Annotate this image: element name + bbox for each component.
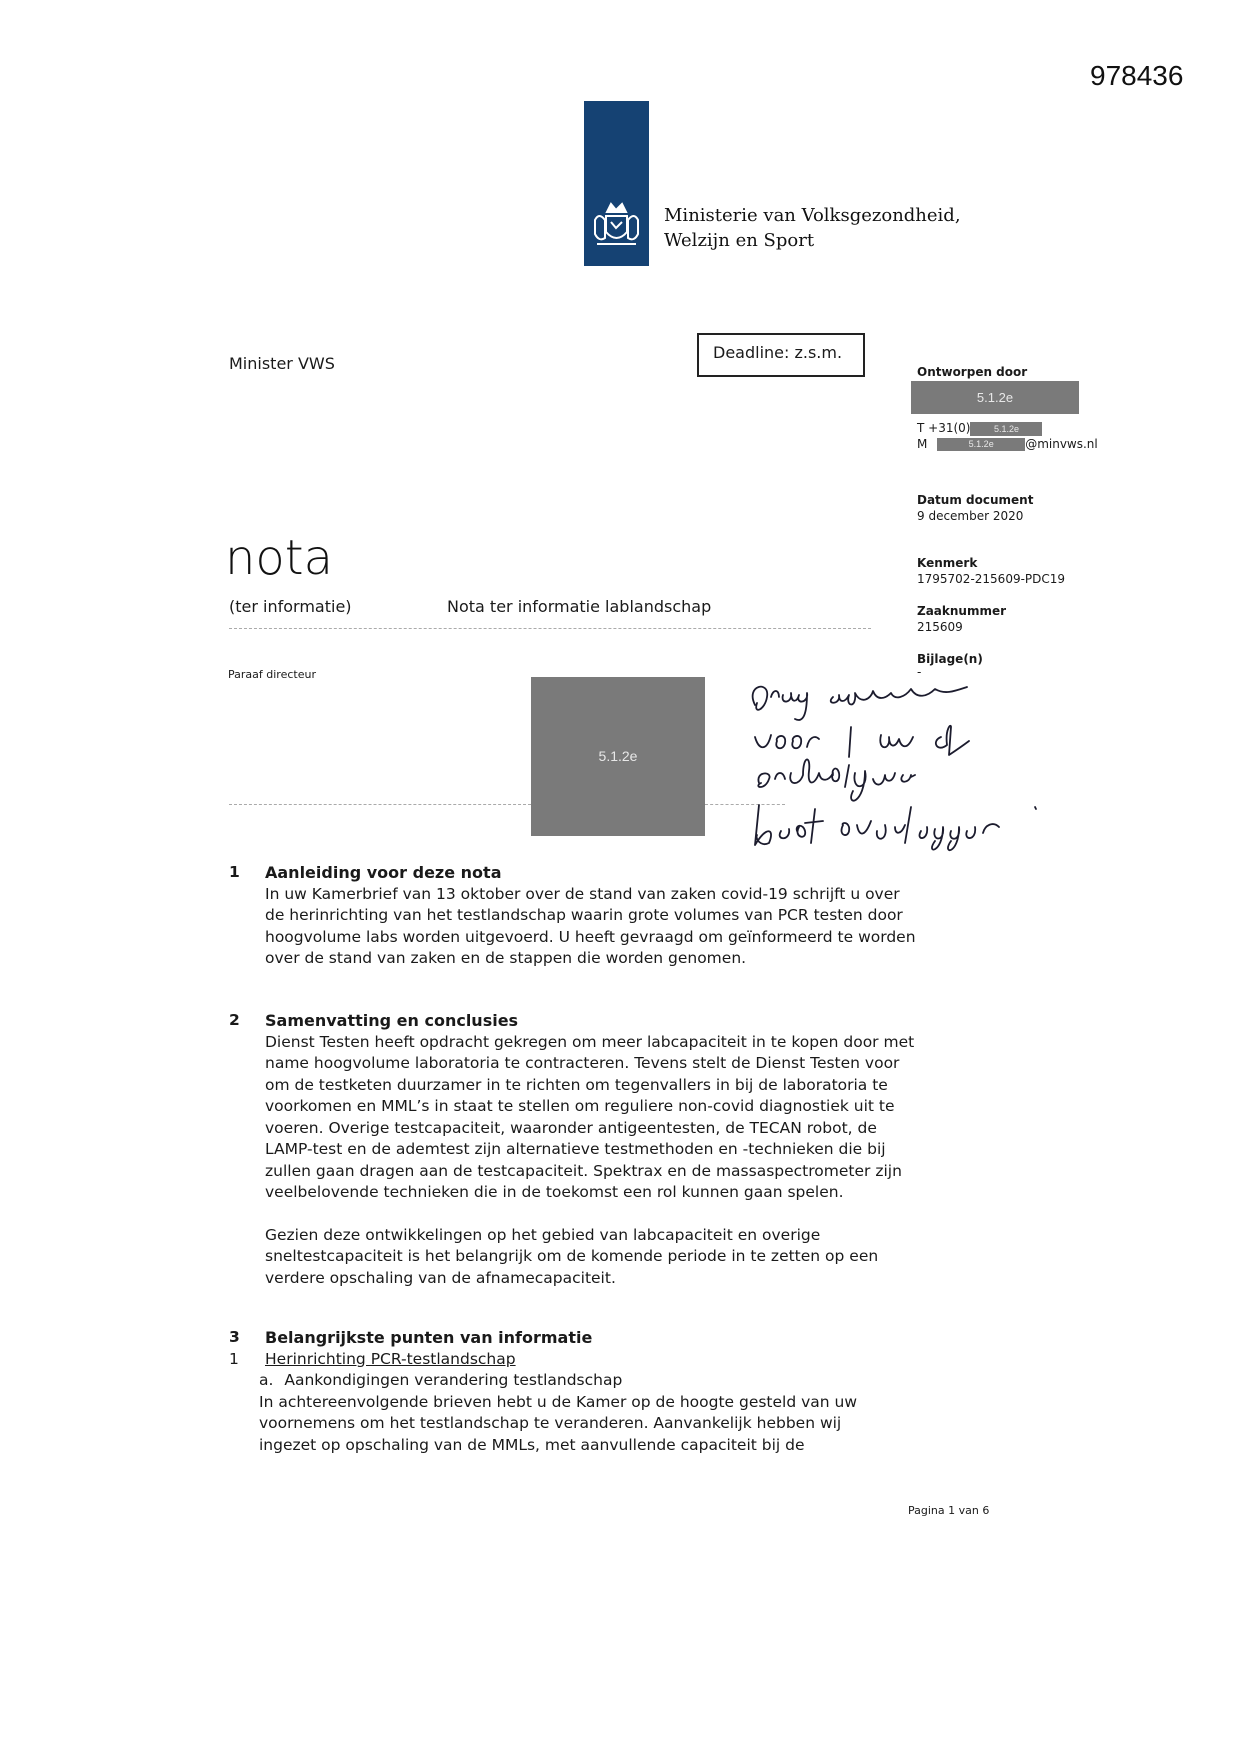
item-a-title: Aankondigingen verandering testlandschap (284, 1371, 623, 1389)
subsection-text: In achtereenvolgende brieven hebt u de Kamer op de hoogte gesteld van uw voornemens om het testlandschap te veranderen. Aanvankelijk hebben wij ingezet op opschaling van de MMLs, met aanvullende capaciteit bij de (259, 1392, 858, 1454)
mobile-line (917, 436, 1098, 452)
section-2-heading (229, 1010, 919, 1032)
ministry-name (664, 203, 961, 253)
section-3-title: Belangrijkste punten van informatie (265, 1328, 593, 1347)
page-number: Pagina 1 van 6 (908, 1504, 990, 1517)
section-2-paragraph-2: Gezien deze ontwikkelingen op het gebied van labcapaciteit en overige sneltestcapaciteit is het belangrijk om de komende periode in te zetten op een verdere opschaling van de afnamecapaciteit. (265, 1225, 879, 1287)
addressee: Minister VWS (229, 354, 335, 373)
phone-line (917, 420, 1042, 436)
section-1-title: Aanleiding voor deze nota (265, 863, 502, 882)
date-value: 9 december 2020 (917, 509, 1024, 523)
section-2-number: 2 (229, 1011, 240, 1029)
section-1-heading (229, 862, 919, 884)
email-suffix: @minvws.nl (1025, 437, 1098, 451)
redacted-paraaf: 5.1.2e (531, 677, 705, 836)
attachments-value: - (917, 665, 922, 679)
section-2 (229, 1010, 919, 1289)
subsection-1-number: 1 (229, 1349, 239, 1368)
document-number: 978436 (1090, 60, 1184, 91)
paraaf-divider-left (229, 804, 531, 805)
designed-by-label: Ontworpen door (917, 365, 1028, 379)
redacted-mobile: 5.1.2e (937, 438, 1025, 451)
section-1-paragraph: In uw Kamerbrief van 13 oktober over de stand van zaken covid-19 schrijft u over de herinrichting van het testlandschap waarin grote volumes van PCR testen door hoogvolume labs worden uitgevoerd. U heeft gevraagd om geïnformeerd te worden over de stand van zaken en de stappen die worden genomen. (265, 884, 916, 967)
handwritten-annotation (745, 675, 1045, 855)
document-title: nota (225, 530, 334, 586)
subsection-item-a (259, 1370, 919, 1392)
attachments-label: Bijlage(n) (917, 652, 983, 666)
item-a-label: a. (259, 1371, 274, 1389)
date-block (917, 492, 1033, 524)
case-number-value: 215609 (917, 620, 963, 634)
subsection-1-title: Herinrichting PCR-testlandschap (265, 1349, 516, 1368)
ministry-name-line1: Ministerie van Volksgezondheid, (664, 205, 961, 226)
reference-label: Kenmerk (917, 556, 978, 570)
section-1 (229, 862, 919, 970)
phone-prefix: T +31(0) (917, 421, 971, 435)
ministry-name-line2: Welzijn en Sport (664, 230, 815, 251)
note-subject: Nota ter informatie lablandschap (447, 597, 712, 616)
deadline-box: Deadline: z.s.m. (697, 333, 865, 377)
subsection-1-heading (229, 1349, 919, 1371)
date-label: Datum document (917, 493, 1034, 507)
section-1-number: 1 (229, 863, 240, 881)
section-3 (229, 1327, 919, 1456)
royal-crest-icon (589, 198, 644, 254)
case-number-block (917, 603, 1006, 635)
section-3-number: 3 (229, 1328, 240, 1346)
note-type: (ter informatie) (229, 597, 352, 616)
attachments-block (917, 651, 983, 677)
redacted-phone: 5.1.2e (970, 422, 1042, 436)
redacted-designer: 5.1.2e (911, 381, 1079, 414)
case-number-label: Zaaknummer (917, 604, 1007, 618)
mobile-prefix: M (917, 437, 928, 451)
reference-value: 1795702-215609-PDC19 (917, 572, 1066, 586)
paraaf-label: Paraaf directeur (228, 668, 316, 681)
reference-block (917, 555, 1065, 587)
section-3-heading (229, 1327, 919, 1349)
section-2-title: Samenvatting en conclusies (265, 1011, 519, 1030)
title-divider (229, 628, 871, 629)
section-2-paragraph-1: Dienst Testen heeft opdracht gekregen om meer labcapaciteit in te kopen door met name hoogvolume laboratoria te contracteren. Tevens stelt de Dienst Testen voor om de testketen duurzamer in te richten om tegenvallers in bij de laboratoria te voorkomen en MML’s in staat te stellen om reguliere non-covid diagnostiek uit te voeren. Overige testcapaciteit, waaronder antigeentesten, de TECAN robot, de LAMP-test en de ademtest zijn alternatieve testmethoden en -technieken die bij zullen gaan dragen aan de testcapaciteit. Spektrax en de massaspectrometer zijn veelbelovende technieken die in de toekomst een rol kunnen gaan spelen. (265, 1032, 915, 1201)
